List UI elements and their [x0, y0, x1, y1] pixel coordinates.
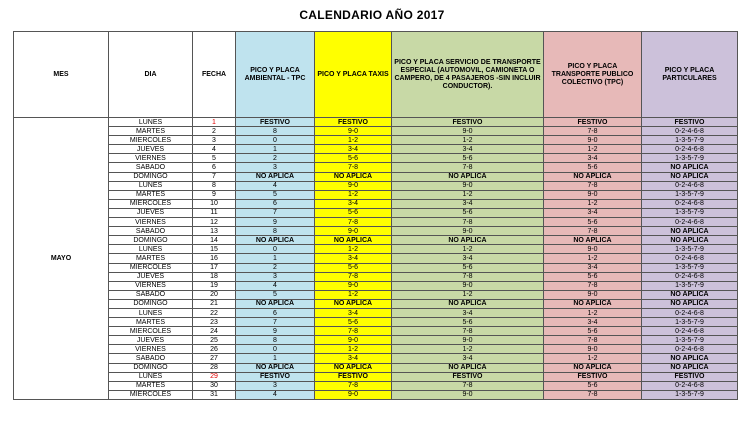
table-row: [14, 136, 738, 145]
cell-taxis: 7-8: [315, 272, 392, 281]
cell-taxis: 5-6: [315, 208, 392, 217]
cell-ambiental: NO APLICA: [236, 363, 315, 372]
cell-particulares: 1-3-5-7-9: [642, 136, 738, 145]
cell-particulares: 1-3-5-7-9: [642, 190, 738, 199]
cell-fecha: 27: [193, 354, 236, 363]
cell-tpc: 3-4: [544, 318, 642, 327]
cell-especial: NO APLICA: [392, 299, 544, 308]
cell-tpc: 7-8: [544, 281, 642, 290]
cell-tpc: 5-6: [544, 381, 642, 390]
cell-ambiental: 6: [236, 199, 315, 208]
table-row: [14, 345, 738, 354]
cell-taxis: FESTIVO: [315, 118, 392, 127]
cell-fecha: 7: [193, 172, 236, 181]
cell-tpc: 7-8: [544, 390, 642, 399]
cell-tpc: NO APLICA: [544, 172, 642, 181]
cell-particulares: FESTIVO: [642, 372, 738, 381]
cell-especial: FESTIVO: [392, 372, 544, 381]
cell-especial: 1-2: [392, 245, 544, 254]
cell-taxis: 9-0: [315, 281, 392, 290]
cell-fecha: 13: [193, 227, 236, 236]
table-row: [14, 172, 738, 181]
cell-ambiental: 1: [236, 254, 315, 263]
cell-tpc: 1-2: [544, 145, 642, 154]
cell-especial: 7-8: [392, 272, 544, 281]
cell-fecha: 2: [193, 127, 236, 136]
cell-ambiental: 3: [236, 381, 315, 390]
table-row: [14, 308, 738, 317]
cell-dia: VIERNES: [109, 345, 193, 354]
cell-particulares: 0-2-4-6-8: [642, 381, 738, 390]
cell-particulares: 0-2-4-6-8: [642, 127, 738, 136]
cell-fecha: 31: [193, 390, 236, 399]
cell-ambiental: 9: [236, 327, 315, 336]
table-row: [14, 354, 738, 363]
cell-fecha: 18: [193, 272, 236, 281]
table-row: [14, 336, 738, 345]
cell-taxis: 1-2: [315, 190, 392, 199]
cell-dia: MIERCOLES: [109, 199, 193, 208]
cell-fecha: 11: [193, 208, 236, 217]
table-row: [14, 245, 738, 254]
cell-dia: LUNES: [109, 181, 193, 190]
cell-taxis: 9-0: [315, 127, 392, 136]
table-row: [14, 236, 738, 245]
cell-fecha: 29: [193, 372, 236, 381]
cell-taxis: 1-2: [315, 245, 392, 254]
cell-particulares: FESTIVO: [642, 118, 738, 127]
cell-particulares: NO APLICA: [642, 354, 738, 363]
cell-dia: MIERCOLES: [109, 136, 193, 145]
cell-tpc: 1-2: [544, 199, 642, 208]
cell-especial: 9-0: [392, 390, 544, 399]
cell-dia: JUEVES: [109, 272, 193, 281]
cell-dia: MIERCOLES: [109, 327, 193, 336]
cell-especial: 9-0: [392, 181, 544, 190]
cell-particulares: 1-3-5-7-9: [642, 318, 738, 327]
table-row: [14, 390, 738, 399]
table-row: [14, 299, 738, 308]
cell-tpc: NO APLICA: [544, 299, 642, 308]
cell-dia: VIERNES: [109, 218, 193, 227]
cell-especial: 9-0: [392, 227, 544, 236]
cell-particulares: 1-3-5-7-9: [642, 245, 738, 254]
cell-taxis: 1-2: [315, 136, 392, 145]
cell-fecha: 26: [193, 345, 236, 354]
cell-particulares: NO APLICA: [642, 236, 738, 245]
cell-ambiental: 1: [236, 354, 315, 363]
table-row: [14, 218, 738, 227]
cell-dia: LUNES: [109, 245, 193, 254]
cell-taxis: NO APLICA: [315, 299, 392, 308]
cell-tpc: 7-8: [544, 336, 642, 345]
cell-particulares: 1-3-5-7-9: [642, 390, 738, 399]
cell-especial: 1-2: [392, 345, 544, 354]
table-row: [14, 181, 738, 190]
cell-fecha: 16: [193, 254, 236, 263]
cell-taxis: NO APLICA: [315, 363, 392, 372]
cell-ambiental: 4: [236, 181, 315, 190]
cell-fecha: 20: [193, 290, 236, 299]
cell-especial: 7-8: [392, 163, 544, 172]
cell-dia: MARTES: [109, 127, 193, 136]
cell-especial: 5-6: [392, 154, 544, 163]
cell-fecha: 19: [193, 281, 236, 290]
cell-ambiental: 5: [236, 190, 315, 199]
header-especial: PICO Y PLACA SERVICIO DE TRANSPORTE ESPECIAL (AUTOMOVIL, CAMIONETA O CAMPERO, DE 4 PASAJEROS -SIN INCLUIR CONDUCTOR).: [392, 32, 544, 118]
cell-ambiental: 8: [236, 127, 315, 136]
table-row: [14, 145, 738, 154]
header-taxis: PICO Y PLACA TAXIS: [315, 32, 392, 118]
cell-tpc: 5-6: [544, 272, 642, 281]
table-row: [14, 154, 738, 163]
cell-ambiental: NO APLICA: [236, 236, 315, 245]
cell-ambiental: 3: [236, 272, 315, 281]
cell-taxis: 5-6: [315, 263, 392, 272]
cell-taxis: NO APLICA: [315, 172, 392, 181]
cell-especial: FESTIVO: [392, 118, 544, 127]
cell-ambiental: FESTIVO: [236, 118, 315, 127]
cell-ambiental: 0: [236, 345, 315, 354]
cell-tpc: 5-6: [544, 218, 642, 227]
cell-ambiental: 7: [236, 208, 315, 217]
cell-dia: DOMINGO: [109, 363, 193, 372]
table-row: [14, 190, 738, 199]
cell-dia: MARTES: [109, 381, 193, 390]
cell-taxis: 3-4: [315, 354, 392, 363]
cell-especial: 7-8: [392, 218, 544, 227]
cell-ambiental: 2: [236, 263, 315, 272]
table-row: [14, 163, 738, 172]
cell-ambiental: 3: [236, 163, 315, 172]
table-row: [14, 254, 738, 263]
header-mes: MES: [14, 32, 109, 118]
month-cell: MAYO: [14, 118, 109, 400]
cell-especial: 3-4: [392, 254, 544, 263]
cell-ambiental: 8: [236, 227, 315, 236]
cell-taxis: 1-2: [315, 345, 392, 354]
cell-particulares: NO APLICA: [642, 299, 738, 308]
cell-fecha: 24: [193, 327, 236, 336]
table-row: [14, 208, 738, 217]
cell-dia: JUEVES: [109, 145, 193, 154]
cell-especial: 7-8: [392, 381, 544, 390]
cell-taxis: 9-0: [315, 227, 392, 236]
cell-especial: 9-0: [392, 336, 544, 345]
table-row: [14, 118, 738, 127]
cell-particulares: 1-3-5-7-9: [642, 336, 738, 345]
cell-especial: 3-4: [392, 354, 544, 363]
cell-especial: 1-2: [392, 190, 544, 199]
cell-dia: MARTES: [109, 318, 193, 327]
cell-especial: 1-2: [392, 136, 544, 145]
cell-particulares: NO APLICA: [642, 163, 738, 172]
cell-tpc: 3-4: [544, 263, 642, 272]
table-row: [14, 381, 738, 390]
cell-fecha: 30: [193, 381, 236, 390]
cell-especial: 3-4: [392, 145, 544, 154]
cell-taxis: 5-6: [315, 318, 392, 327]
cell-tpc: 9-0: [544, 190, 642, 199]
cell-dia: LUNES: [109, 372, 193, 381]
cell-tpc: 7-8: [544, 181, 642, 190]
table-row: [14, 281, 738, 290]
cell-fecha: 23: [193, 318, 236, 327]
cell-especial: 7-8: [392, 327, 544, 336]
cell-tpc: 3-4: [544, 208, 642, 217]
cell-tpc: FESTIVO: [544, 118, 642, 127]
cell-particulares: 1-3-5-7-9: [642, 154, 738, 163]
cell-especial: 5-6: [392, 318, 544, 327]
cell-particulares: 0-2-4-6-8: [642, 272, 738, 281]
cell-dia: DOMINGO: [109, 299, 193, 308]
cell-dia: VIERNES: [109, 154, 193, 163]
cell-fecha: 5: [193, 154, 236, 163]
cell-fecha: 25: [193, 336, 236, 345]
cell-tpc: NO APLICA: [544, 236, 642, 245]
cell-dia: SABADO: [109, 354, 193, 363]
cell-taxis: 7-8: [315, 163, 392, 172]
cell-tpc: 1-2: [544, 308, 642, 317]
table-row: [14, 372, 738, 381]
cell-ambiental: NO APLICA: [236, 299, 315, 308]
cell-ambiental: 9: [236, 218, 315, 227]
cell-taxis: 3-4: [315, 199, 392, 208]
cell-particulares: 0-2-4-6-8: [642, 199, 738, 208]
header-ambiental: PICO Y PLACA AMBIENTAL - TPC: [236, 32, 315, 118]
cell-especial: 1-2: [392, 290, 544, 299]
cell-particulares: 0-2-4-6-8: [642, 181, 738, 190]
table-row: [14, 263, 738, 272]
cell-dia: JUEVES: [109, 208, 193, 217]
cell-fecha: 12: [193, 218, 236, 227]
cell-tpc: 7-8: [544, 227, 642, 236]
cell-taxis: FESTIVO: [315, 372, 392, 381]
cell-especial: NO APLICA: [392, 363, 544, 372]
cell-dia: LUNES: [109, 118, 193, 127]
cell-tpc: 9-0: [544, 245, 642, 254]
cell-dia: VIERNES: [109, 281, 193, 290]
header-fecha: FECHA: [193, 32, 236, 118]
cell-tpc: 3-4: [544, 154, 642, 163]
cell-ambiental: 4: [236, 281, 315, 290]
cell-taxis: 9-0: [315, 336, 392, 345]
cell-particulares: 0-2-4-6-8: [642, 327, 738, 336]
cell-taxis: 9-0: [315, 390, 392, 399]
cell-particulares: NO APLICA: [642, 172, 738, 181]
cell-tpc: 7-8: [544, 127, 642, 136]
cell-fecha: 3: [193, 136, 236, 145]
cell-tpc: 1-2: [544, 354, 642, 363]
cell-taxis: 7-8: [315, 327, 392, 336]
cell-ambiental: 8: [236, 336, 315, 345]
cell-ambiental: 4: [236, 390, 315, 399]
cell-taxis: 7-8: [315, 218, 392, 227]
cell-dia: MIERCOLES: [109, 390, 193, 399]
cell-dia: SABADO: [109, 227, 193, 236]
calendar-body: [14, 118, 738, 400]
cell-ambiental: 1: [236, 145, 315, 154]
cell-particulares: 0-2-4-6-8: [642, 308, 738, 317]
header-row: [14, 32, 738, 118]
cell-ambiental: 7: [236, 318, 315, 327]
cell-particulares: 0-2-4-6-8: [642, 254, 738, 263]
cell-especial: 9-0: [392, 281, 544, 290]
cell-especial: 3-4: [392, 199, 544, 208]
cell-taxis: 1-2: [315, 290, 392, 299]
cell-fecha: 21: [193, 299, 236, 308]
cell-dia: SABADO: [109, 290, 193, 299]
cell-fecha: 8: [193, 181, 236, 190]
cell-especial: NO APLICA: [392, 172, 544, 181]
table-row: [14, 272, 738, 281]
cell-particulares: 1-3-5-7-9: [642, 208, 738, 217]
cell-taxis: 7-8: [315, 381, 392, 390]
cell-ambiental: 2: [236, 154, 315, 163]
cell-dia: DOMINGO: [109, 236, 193, 245]
cell-taxis: 3-4: [315, 254, 392, 263]
cell-fecha: 17: [193, 263, 236, 272]
cell-fecha: 9: [193, 190, 236, 199]
cell-dia: MARTES: [109, 254, 193, 263]
cell-tpc: 9-0: [544, 345, 642, 354]
cell-tpc: 5-6: [544, 163, 642, 172]
cell-especial: NO APLICA: [392, 236, 544, 245]
cell-tpc: 5-6: [544, 327, 642, 336]
cell-taxis: 3-4: [315, 145, 392, 154]
cell-particulares: NO APLICA: [642, 363, 738, 372]
cell-especial: 9-0: [392, 127, 544, 136]
cell-fecha: 4: [193, 145, 236, 154]
table-row: [14, 199, 738, 208]
cell-dia: MIERCOLES: [109, 263, 193, 272]
cell-dia: MARTES: [109, 190, 193, 199]
cell-fecha: 22: [193, 308, 236, 317]
cell-fecha: 15: [193, 245, 236, 254]
table-row: [14, 318, 738, 327]
header-tpc: PICO Y PLACA TRANSPORTE PUBLICO COLECTIVO (TPC): [544, 32, 642, 118]
cell-ambiental: FESTIVO: [236, 372, 315, 381]
cell-tpc: 9-0: [544, 136, 642, 145]
cell-ambiental: 6: [236, 308, 315, 317]
table-row: [14, 227, 738, 236]
cell-particulares: 1-3-5-7-9: [642, 281, 738, 290]
calendar-table: [13, 31, 738, 400]
cell-tpc: NO APLICA: [544, 363, 642, 372]
cell-dia: JUEVES: [109, 336, 193, 345]
cell-fecha: 6: [193, 163, 236, 172]
cell-especial: 5-6: [392, 263, 544, 272]
header-particulares: PICO Y PLACA PARTICULARES: [642, 32, 738, 118]
cell-particulares: 0-2-4-6-8: [642, 345, 738, 354]
cell-particulares: 0-2-4-6-8: [642, 145, 738, 154]
cell-tpc: 1-2: [544, 254, 642, 263]
cell-especial: 3-4: [392, 308, 544, 317]
cell-tpc: FESTIVO: [544, 372, 642, 381]
cell-dia: LUNES: [109, 308, 193, 317]
page-title: CALENDARIO AÑO 2017: [299, 8, 445, 22]
cell-ambiental: NO APLICA: [236, 172, 315, 181]
cell-ambiental: 0: [236, 245, 315, 254]
cell-particulares: NO APLICA: [642, 290, 738, 299]
cell-taxis: NO APLICA: [315, 236, 392, 245]
table-row: [14, 363, 738, 372]
cell-especial: 5-6: [392, 208, 544, 217]
cell-taxis: 9-0: [315, 181, 392, 190]
cell-particulares: NO APLICA: [642, 227, 738, 236]
cell-particulares: 0-2-4-6-8: [642, 218, 738, 227]
table-row: [14, 127, 738, 136]
cell-dia: DOMINGO: [109, 172, 193, 181]
table-row: [14, 327, 738, 336]
cell-fecha: 14: [193, 236, 236, 245]
table-row: [14, 290, 738, 299]
cell-ambiental: 5: [236, 290, 315, 299]
cell-particulares: 1-3-5-7-9: [642, 263, 738, 272]
cell-fecha: 10: [193, 199, 236, 208]
cell-taxis: 5-6: [315, 154, 392, 163]
cell-ambiental: 0: [236, 136, 315, 145]
cell-fecha: 1: [193, 118, 236, 127]
header-dia: DIA: [109, 32, 193, 118]
cell-dia: SABADO: [109, 163, 193, 172]
cell-tpc: 9-0: [544, 290, 642, 299]
cell-fecha: 28: [193, 363, 236, 372]
cell-taxis: 3-4: [315, 308, 392, 317]
